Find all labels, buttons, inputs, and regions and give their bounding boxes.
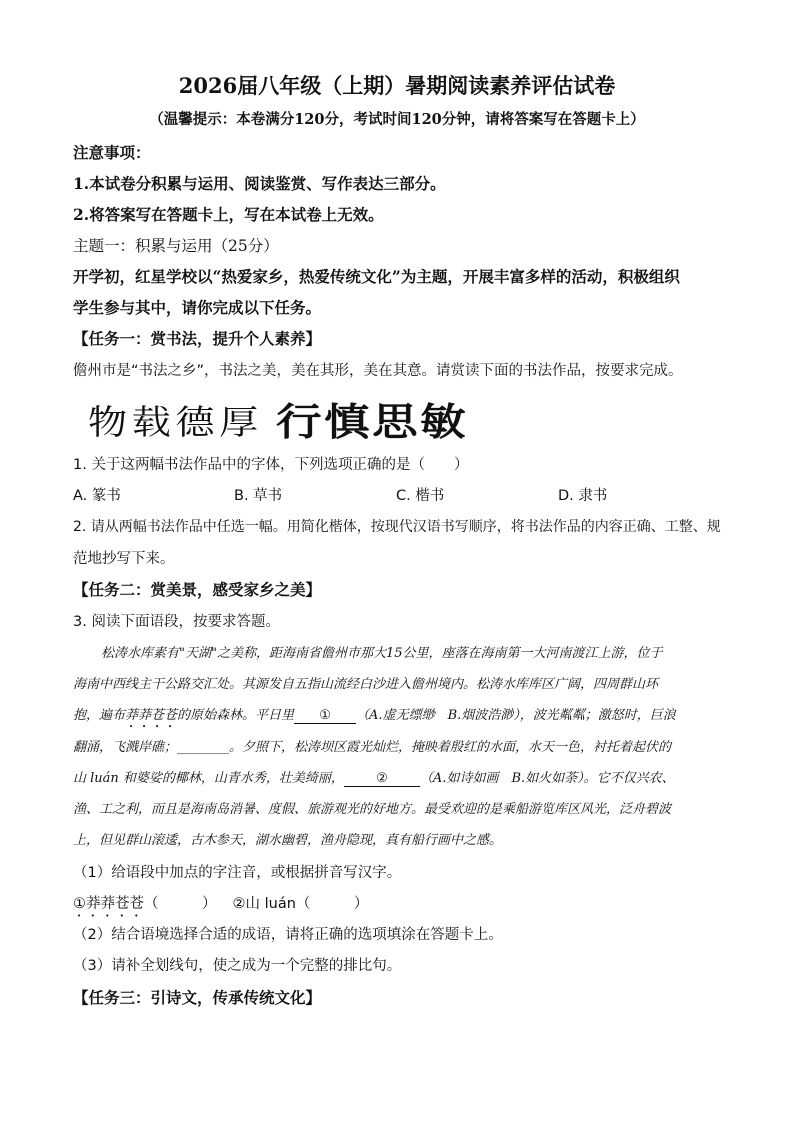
intro-line-1: 开学初，红星学校以“热爱家乡，热爱传统文化”为主题，开展丰富多样的活动，积极组织	[73, 267, 680, 286]
intro-line-2: 学生参与其中，请你完成以下任务。	[73, 298, 322, 317]
item-a-answer: （ ）	[144, 896, 217, 912]
item-a-text: ①莽莽苍苍	[73, 896, 144, 912]
task-3-heading: 【任务三：引诗文，传承传统文化】	[73, 988, 322, 1007]
exam-notice: （温馨提示：本卷满分120分，考试时间120分钟，请将答案写在答题卡上）	[149, 111, 645, 128]
passage-text: 山 luán 和婆娑的椰林，山青水秀，壮美绮丽，	[73, 771, 344, 786]
item-b-text: ②山 luán	[232, 896, 296, 912]
task-1-heading: 【任务一：赏书法，提升个人素养】	[73, 329, 322, 348]
theme-1-heading: 主题一：积累与运用（25分）	[73, 237, 279, 255]
q1-option-d: D. 隶书	[558, 488, 608, 504]
note-2: 2.将答案写在答题卡上，写在本试卷上无效。	[73, 205, 384, 224]
q1-option-a: A. 篆书	[73, 488, 121, 504]
question-1: 1. 关于这两幅书法作品中的字体，下列选项正确的是（ ）	[73, 457, 469, 473]
passage-line-3	[73, 704, 676, 731]
calligraphy-left: 物载德厚	[88, 403, 263, 443]
passage-line-1: 松涛水库素有"天湖"之美称，距海南省儋州市那大15公里，座落在海南第一大河南渡江上游，位于	[101, 646, 663, 661]
sub-question-1-items	[73, 892, 368, 920]
blank-2: ②	[344, 771, 420, 787]
passage-text: （A.如诗如画 B.如火如荼）。它不仅兴农、	[419, 771, 675, 786]
sub-question-1: （1）给语段中加点的字注音，或根据拼音写汉字。	[73, 865, 402, 881]
exam-title: 2026届八年级（上期）暑期阅读素养评估试卷	[178, 73, 616, 98]
task-2-heading: 【任务二：赏美景，感受家乡之美】	[73, 580, 322, 599]
q1-option-b: B. 草书	[234, 488, 283, 504]
dotted-word: 莽莽苍苍	[125, 708, 178, 723]
notes-heading: 注意事项：	[73, 143, 151, 162]
question-2-line-2: 范地抄写下来。	[73, 551, 175, 567]
calligraphy-right: 行慎思敏	[276, 400, 469, 444]
question-3: 3. 阅读下面语段，按要求答题。	[73, 614, 280, 630]
passage-line-6: 渔、工之利，而且是海南岛消暑、度假、旅游观光的好地方。最受欢迎的是乘船游览库区风光，泛舟碧波	[73, 802, 672, 817]
blank-1: ①	[294, 708, 356, 724]
passage-text: （A.虚无缥缈 B.烟波浩渺），波光粼粼；激怒时，巨浪	[356, 708, 676, 723]
passage-line-5	[73, 767, 675, 787]
passage-text: 抱，遍布	[73, 708, 126, 723]
question-2-line-1: 2. 请从两幅书法作品中任选一幅。用简化楷体，按现代汉语书写顺序，将书法作品的内容正确、工整、规	[73, 519, 721, 535]
sub-question-3: （3）请补全划线句，使之成为一个完整的排比句。	[73, 958, 402, 974]
sub-question-2: （2）结合语境选择合适的成语，请将正确的选项填涂在答题卡上。	[73, 927, 503, 943]
task-1-description: 儋州市是“书法之乡”，书法之美，美在其形，美在其意。请赏读下面的书法作品，按要求完成。	[73, 363, 683, 379]
calligraphy-works	[88, 395, 508, 444]
passage-line-2: 海南中西线主干公路交汇处。其源发自五指山流经白沙进入儋州境内。松涛水库库区广阔，四周群山环	[73, 677, 659, 692]
passage-line-4: 翻涌，飞溅岸礁；________。夕照下，松涛坝区霞光灿烂，掩映着殷红的水面，水天一色，衬托着起伏的	[73, 740, 672, 755]
item-b-answer: （ ）	[295, 896, 369, 912]
passage-line-7: 上，但见群山滚逶，古木参天，湖水幽碧，渔舟隐现，真有船行画中之感。	[73, 833, 503, 848]
q1-option-c: C. 楷书	[396, 488, 445, 504]
passage-text: 的原始森林。平日里	[177, 708, 295, 723]
note-1: 1.本试卷分积累与运用、阅读鉴赏、写作表达三部分。	[73, 174, 446, 193]
